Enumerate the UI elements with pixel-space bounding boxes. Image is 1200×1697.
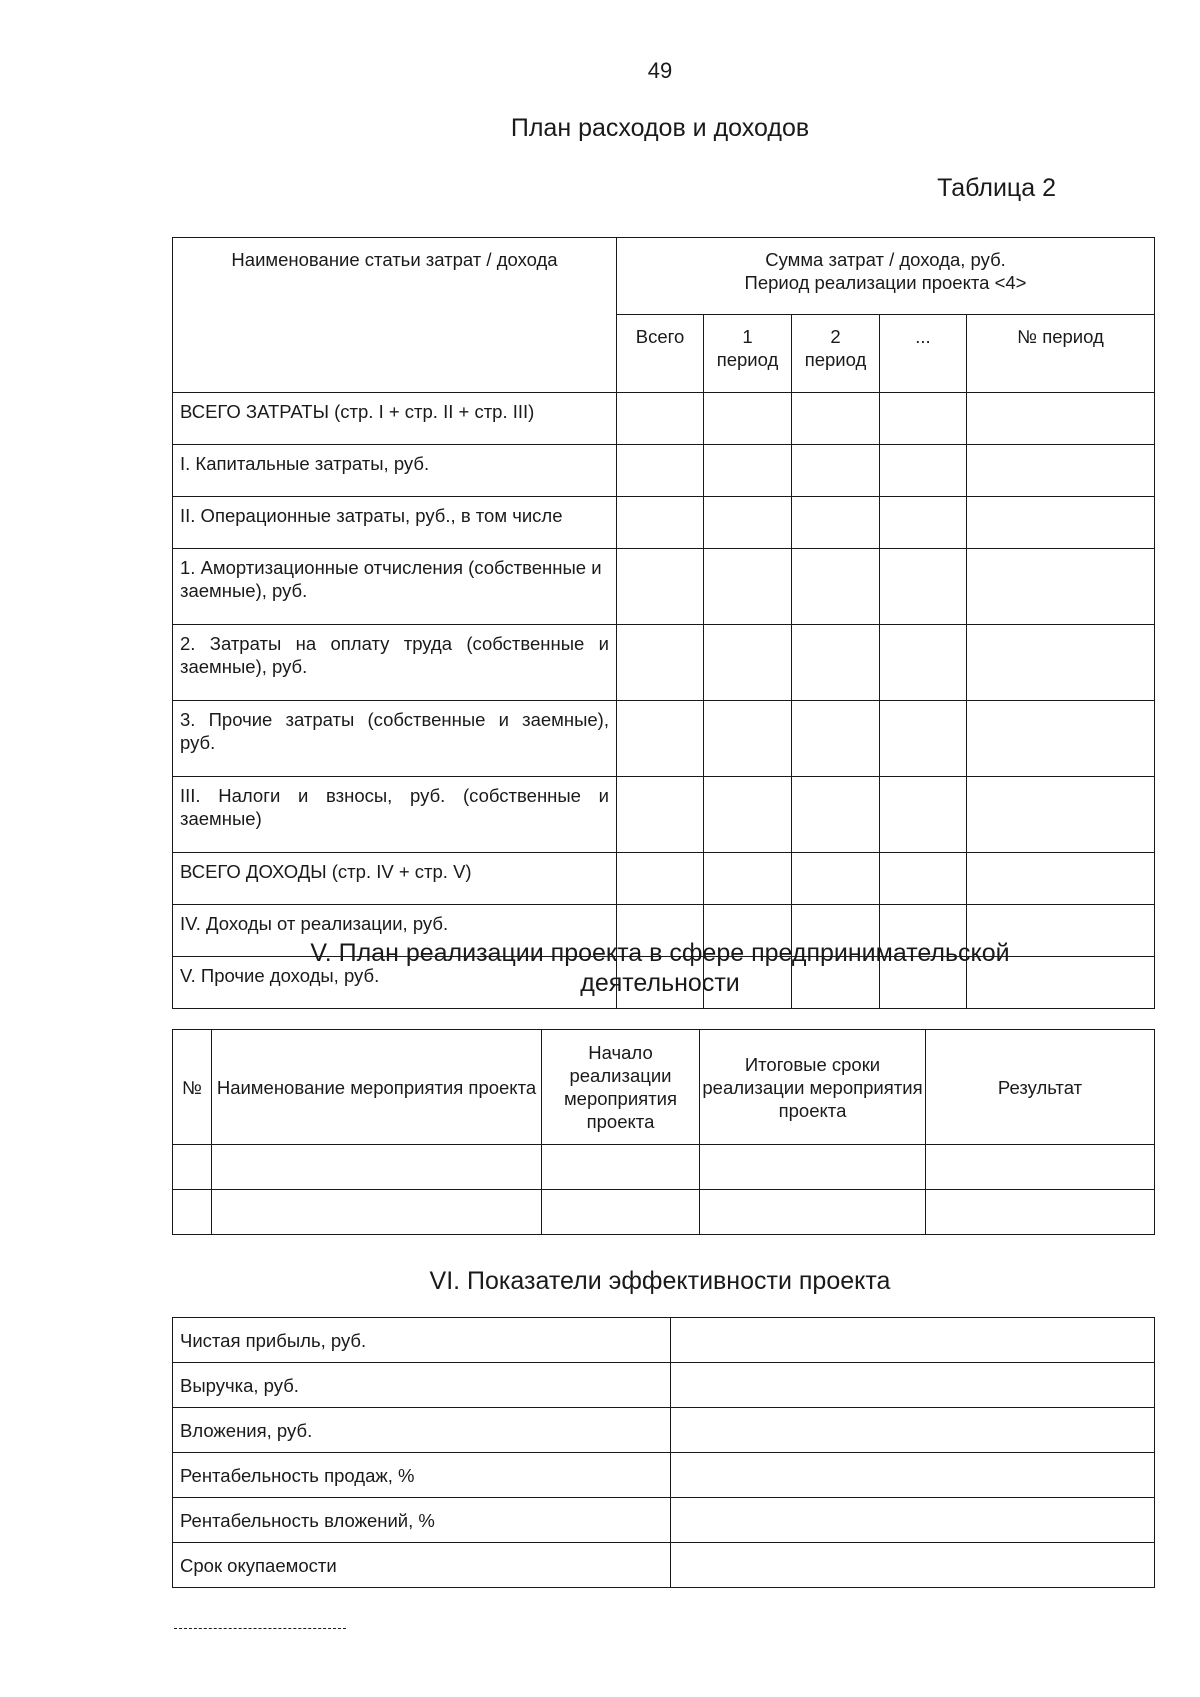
- header-period-1-num: 1: [742, 326, 753, 347]
- cell: [926, 1190, 1155, 1235]
- header-start: Начало реализации мероприятия проекта: [542, 1030, 700, 1145]
- section-vi-title: VI. Показатели эффективности проекта: [429, 1267, 891, 1295]
- cell: [617, 393, 704, 445]
- cell: [700, 1145, 926, 1190]
- header-ellipsis: ...: [880, 315, 967, 393]
- cell: [671, 1318, 1155, 1363]
- table-row: [173, 625, 1155, 701]
- row-label: I. Капитальные затраты, руб.: [173, 445, 617, 497]
- project-plan-table: [172, 1029, 1155, 1235]
- cell: [792, 497, 880, 549]
- cell: [792, 549, 880, 625]
- row-label: ВСЕГО ЗАТРАТЫ (стр. I + стр. II + стр. III): [173, 393, 617, 445]
- cell: [671, 1408, 1155, 1453]
- efficiency-table: [172, 1317, 1155, 1588]
- header-sum: [617, 238, 1155, 315]
- page-number: 49: [647, 58, 673, 83]
- cell: [212, 1190, 542, 1235]
- cell: [542, 1145, 700, 1190]
- cell: [967, 853, 1155, 905]
- header-number: №: [173, 1030, 212, 1145]
- header-period-2: [792, 315, 880, 393]
- cell: [704, 497, 792, 549]
- cell: [617, 853, 704, 905]
- cell: [792, 393, 880, 445]
- header-sum-line2: Период реализации проекта <4>: [744, 272, 1027, 293]
- cell: [792, 625, 880, 701]
- cell: [542, 1190, 700, 1235]
- table-row: [173, 1498, 1155, 1543]
- header-period-1-word: период: [716, 349, 779, 370]
- cell: [880, 701, 967, 777]
- cell: [967, 777, 1155, 853]
- cell: [792, 701, 880, 777]
- footnote-separator: [174, 1628, 346, 1629]
- table-row: [173, 701, 1155, 777]
- cell: [212, 1145, 542, 1190]
- cell: [173, 1145, 212, 1190]
- cell: [967, 549, 1155, 625]
- cell: [792, 445, 880, 497]
- cell: [704, 853, 792, 905]
- cell: [671, 1498, 1155, 1543]
- row-label: Выручка, руб.: [173, 1363, 671, 1408]
- header-total: Всего: [617, 315, 704, 393]
- cell: [880, 445, 967, 497]
- cell: [704, 701, 792, 777]
- row-label: 1. Амортизационные отчисления (собственные и заемные), руб.: [173, 549, 617, 625]
- cell: [880, 549, 967, 625]
- header-period-1: [704, 315, 792, 393]
- cell: [967, 701, 1155, 777]
- table-row: [173, 1145, 1155, 1190]
- cell: [880, 497, 967, 549]
- section-v-title: [160, 938, 1160, 998]
- cell: [173, 1190, 212, 1235]
- cell: [617, 625, 704, 701]
- table-row: [173, 777, 1155, 853]
- cell: [967, 497, 1155, 549]
- header-period-2-num: 2: [830, 326, 841, 347]
- cell: [880, 393, 967, 445]
- table-row: [173, 497, 1155, 549]
- cell: [704, 777, 792, 853]
- table-row: [173, 1190, 1155, 1235]
- cell: [617, 497, 704, 549]
- cell: [617, 549, 704, 625]
- table-row: [173, 1408, 1155, 1453]
- row-label: IV. Доходы от реализации, руб.: [173, 905, 617, 957]
- row-label: Рентабельность вложений, %: [173, 1498, 671, 1543]
- expense-income-table: [172, 237, 1155, 1009]
- header-result: Результат: [926, 1030, 1155, 1145]
- header-activity-name: Наименование мероприятия проекта: [212, 1030, 542, 1145]
- header-item-name: Наименование статьи затрат / дохода: [173, 238, 617, 393]
- table-label: Таблица 2: [937, 174, 1056, 202]
- document-title: План расходов и доходов: [510, 114, 810, 142]
- cell: [967, 393, 1155, 445]
- row-label: Вложения, руб.: [173, 1408, 671, 1453]
- section-v-title-line1: V. План реализации проекта в сфере предпринимательской: [310, 939, 1010, 967]
- cell: [671, 1363, 1155, 1408]
- table-row: [173, 1453, 1155, 1498]
- header-deadline: Итоговые сроки реализации мероприятия проекта: [700, 1030, 926, 1145]
- cell: [926, 1145, 1155, 1190]
- cell: [700, 1190, 926, 1235]
- cell: [617, 701, 704, 777]
- cell: [792, 853, 880, 905]
- cell: [880, 853, 967, 905]
- cell: [704, 393, 792, 445]
- header-period-2-word: период: [804, 349, 867, 370]
- row-label: V. Прочие доходы, руб.: [173, 957, 617, 1009]
- cell: [792, 777, 880, 853]
- row-label: Чистая прибыль, руб.: [173, 1318, 671, 1363]
- section-v-title-line2: деятельности: [580, 969, 740, 997]
- table-row: [173, 1318, 1155, 1363]
- cell: [704, 625, 792, 701]
- table-row: [173, 445, 1155, 497]
- header-last-period: № период: [967, 315, 1155, 393]
- row-label: Срок окупаемости: [173, 1543, 671, 1588]
- cell: [967, 445, 1155, 497]
- row-label: 2. Затраты на оплату труда (собственные и заемные), руб.: [173, 625, 617, 701]
- cell: [617, 777, 704, 853]
- row-label: III. Налоги и взносы, руб. (собственные и заемные): [173, 777, 617, 853]
- row-label: II. Операционные затраты, руб., в том числе: [173, 497, 617, 549]
- cell: [671, 1453, 1155, 1498]
- table-row: [173, 393, 1155, 445]
- row-label: Рентабельность продаж, %: [173, 1453, 671, 1498]
- row-label: 3. Прочие затраты (собственные и заемные), руб.: [173, 701, 617, 777]
- cell: [880, 777, 967, 853]
- row-label: ВСЕГО ДОХОДЫ (стр. IV + стр. V): [173, 853, 617, 905]
- header-sum-line1: Сумма затрат / дохода, руб.: [765, 249, 1006, 270]
- cell: [704, 445, 792, 497]
- table-row: [173, 549, 1155, 625]
- table-row: [173, 1543, 1155, 1588]
- cell: [880, 625, 967, 701]
- cell: [704, 549, 792, 625]
- cell: [967, 625, 1155, 701]
- cell: [617, 445, 704, 497]
- cell: [671, 1543, 1155, 1588]
- table-row: [173, 853, 1155, 905]
- table-row: [173, 1363, 1155, 1408]
